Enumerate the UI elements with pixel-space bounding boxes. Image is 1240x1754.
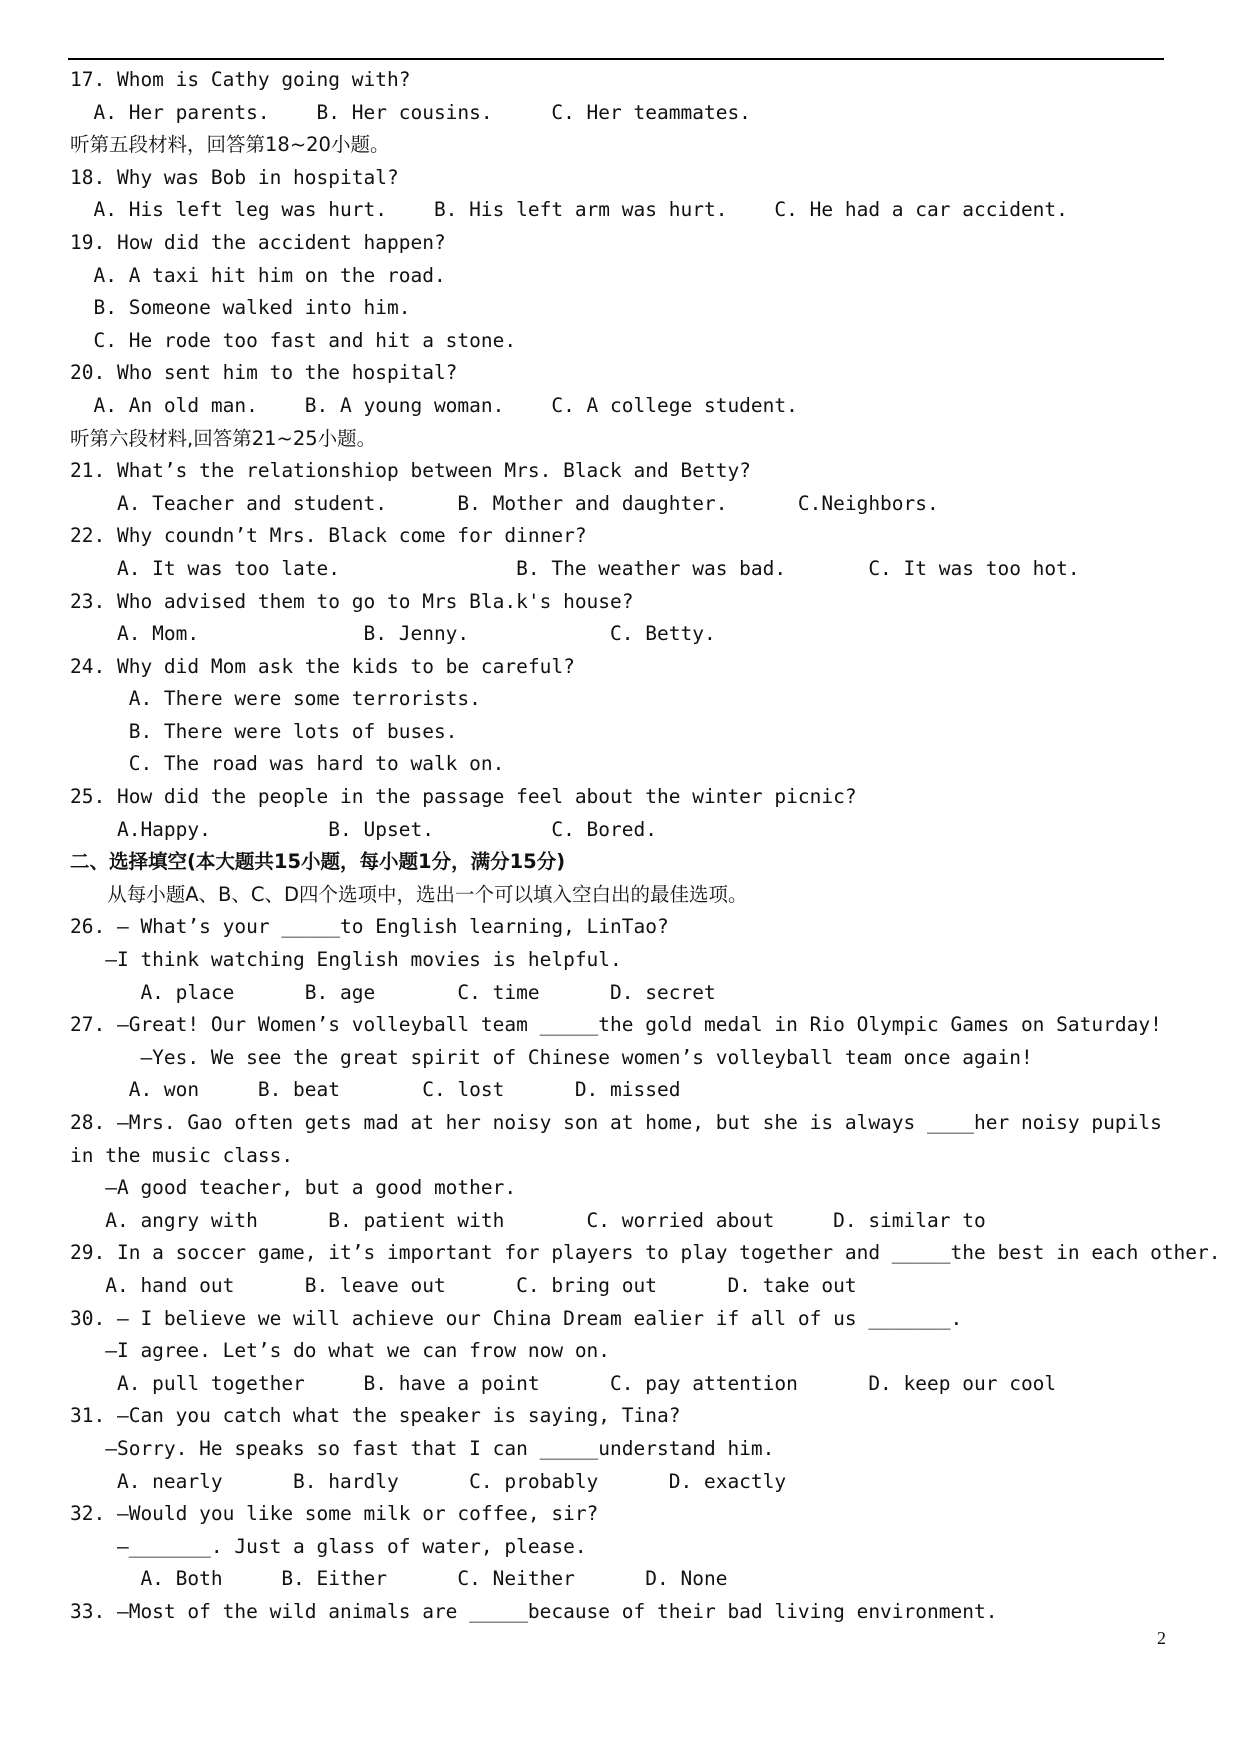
question-32-options: A. Both B. Either C. Neither D. None <box>70 1567 728 1591</box>
question-27-response: —Yes. We see the great spirit of Chinese women’s volleyball team once again! <box>70 1045 1033 1069</box>
question-28-options: A. angry with B. patient with C. worried about D. similar to <box>70 1208 986 1232</box>
question-20-options: A. An old man. B. A young woman. C. A college student. <box>70 393 798 417</box>
question-20: 20. Who sent him to the hospital? <box>70 361 458 385</box>
question-25: 25. How did the people in the passage feel about the winter picnic? <box>70 785 857 809</box>
question-25-options: A.Happy. B. Upset. C. Bored. <box>70 817 657 841</box>
question-22-options: A. It was too late. B. The weather was bad. C. It was too hot. <box>70 556 1080 580</box>
question-19: 19. How did the accident happen? <box>70 230 446 254</box>
question-31-options: A. nearly B. hardly C. probably D. exactly <box>70 1469 787 1493</box>
question-31: 31. —Can you catch what the speaker is saying, Tina? <box>70 1404 681 1428</box>
listening-section-6-instruction: 听第六段材料,回答第21~25小题。 <box>70 426 377 450</box>
question-30: 30. — I believe we will achieve our China Dream ealier if all of us _______. <box>70 1306 963 1330</box>
question-19-option-b: B. Someone walked into him. <box>70 296 411 320</box>
question-18: 18. Why was Bob in hospital? <box>70 165 399 189</box>
question-24-option-c: C. The road was hard to walk on. <box>70 752 505 776</box>
question-24-option-a: A. There were some terrorists. <box>70 687 481 711</box>
listening-section-5-instruction: 听第五段材料，回答第18~20小题。 <box>70 133 390 157</box>
question-32-response: —_______. Just a glass of water, please. <box>70 1534 587 1558</box>
question-33: 33. —Most of the wild animals are _____because of their bad living environment. <box>70 1599 998 1623</box>
question-30-options: A. pull together B. have a point C. pay attention D. keep our cool <box>70 1371 1057 1395</box>
section-instruction: 从每小题A、B、C、D四个选项中，选出一个可以填入空白出的最佳选项。 <box>70 882 748 906</box>
question-19-option-a: A. A taxi hit him on the road. <box>70 263 446 287</box>
question-29-options: A. hand out B. leave out C. bring out D. take out <box>70 1273 857 1297</box>
question-23: 23. Who advised them to go to Mrs Bla.k's house? <box>70 589 634 613</box>
question-17: 17. Whom is Cathy going with? <box>70 68 411 91</box>
question-19-option-c: C. He rode too fast and hit a stone. <box>70 328 517 352</box>
question-32: 32. —Would you like some milk or coffee, sir? <box>70 1502 599 1526</box>
question-24: 24. Why did Mom ask the kids to be careful? <box>70 654 575 678</box>
question-18-options: A. His left leg was hurt. B. His left arm was hurt. C. He had a car accident. <box>70 198 1068 222</box>
exam-page-content <box>70 64 1221 1629</box>
question-28-response: —A good teacher, but a good mother. <box>70 1176 517 1200</box>
question-27: 27. —Great! Our Women’s volleyball team _____the gold medal in Rio Olympic Games on Saturday! <box>70 1013 1162 1037</box>
question-24-option-b: B. There were lots of buses. <box>70 719 458 743</box>
question-21-options: A. Teacher and student. B. Mother and daughter. C.Neighbors. <box>70 491 939 515</box>
question-22: 22. Why coundn’t Mrs. Black come for dinner? <box>70 524 587 548</box>
question-26: 26. — What’s your _____to English learning, LinTao? <box>70 915 669 939</box>
section-heading-multiple-choice: 二、选择填空(本大题共15小题，每小题1分，满分15分) <box>70 850 566 874</box>
question-23-options: A. Mom. B. Jenny. C. Betty. <box>70 622 716 646</box>
question-26-response: —I think watching English movies is helpful. <box>70 948 622 972</box>
page-number: 2 <box>1157 1628 1166 1648</box>
question-21: 21. What’s the relationshiop between Mrs. Black and Betty? <box>70 459 751 483</box>
question-17-options: A. Her parents. B. Her cousins. C. Her teammates. <box>70 100 751 124</box>
question-26-options: A. place B. age C. time D. secret <box>70 980 716 1004</box>
question-29: 29. In a soccer game, it’s important for players to play together and _____the best in each other. <box>70 1241 1221 1265</box>
question-27-options: A. won B. beat C. lost D. missed <box>70 1078 681 1102</box>
question-28: 28. —Mrs. Gao often gets mad at her noisy son at home, but she is always ____her noisy pupils in the music class. <box>70 1111 1174 1167</box>
question-30-response: —I agree. Let’s do what we can frow now on. <box>70 1339 611 1363</box>
header-rule <box>68 58 1164 60</box>
question-31-response: —Sorry. He speaks so fast that I can _____understand him. <box>70 1436 775 1460</box>
